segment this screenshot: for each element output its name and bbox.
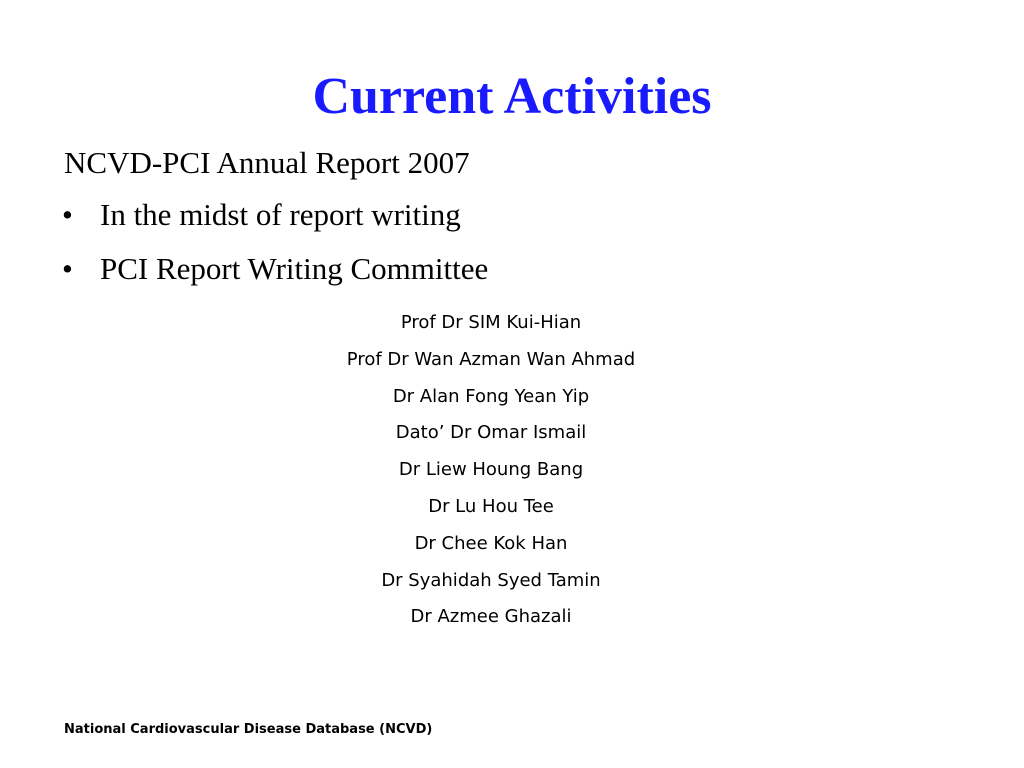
committee-member: Dr Alan Fong Yean Yip <box>392 385 590 407</box>
committee-member: Prof Dr Wan Azman Wan Ahmad <box>346 348 636 370</box>
slide-footer: National Cardiovascular Disease Database (NCVD) <box>64 722 433 737</box>
slide-title: Current Activities <box>312 68 712 125</box>
committee-member: Dr Liew Houng Bang <box>398 459 584 481</box>
committee-member: Prof Dr SIM Kui-Hian <box>400 312 582 333</box>
bullet-glyph: • <box>62 251 73 286</box>
bullet-glyph: • <box>62 197 73 232</box>
committee-member: Dr Chee Kok Han <box>414 532 568 554</box>
bullet-text: In the midst of report writing <box>100 197 461 232</box>
committee-member: Dr Lu Hou Tee <box>428 495 554 517</box>
bullet-text: PCI Report Writing Committee <box>100 251 489 286</box>
committee-member: Dato’ Dr Omar Ismail <box>395 422 587 444</box>
report-subtitle: NCVD-PCI Annual Report 2007 <box>64 145 470 180</box>
committee-member: Dr Syahidah Syed Tamin <box>381 569 601 591</box>
bullet-list <box>62 194 488 302</box>
committee-member-list <box>291 305 691 636</box>
bullet-item <box>62 194 488 248</box>
bullet-item <box>62 248 488 302</box>
committee-member: Dr Azmee Ghazali <box>410 606 572 628</box>
